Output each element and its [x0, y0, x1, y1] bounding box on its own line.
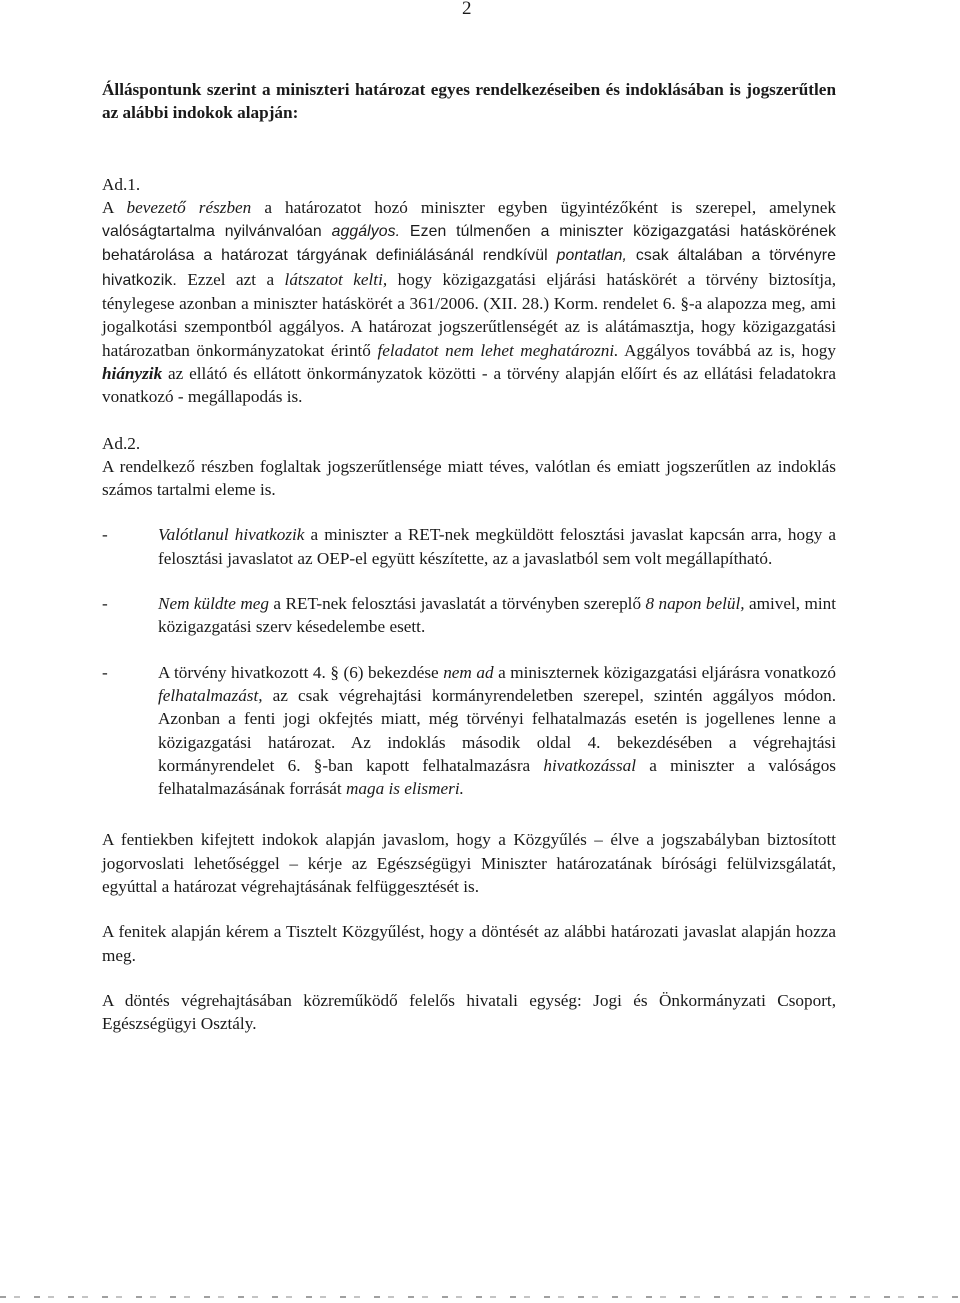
text-run: Aggályos továbbá az is, hogy [618, 340, 836, 360]
text-run: hogy közigazgatási eljárási hatáskörét a törvény biztosítja, ténylegese azonban a miniszter hatáskörét a 361/2006. (XII. 28.) Korm. rendelet 6. §-a alapozza meg, ami jogalkotási szempontból aggályos. A határozat jogszerűtlenségét az is alátámasztja, hogy közigazgatási határozatban önkormányzatokat érintő [102, 269, 836, 360]
ad2-list [102, 523, 836, 800]
section-title-ad1: Ad.1. [102, 174, 141, 194]
text-run: a határozatot hozó miniszter egyben ügyintézőként is szerepel, amelynek [251, 197, 836, 217]
text-run: az csak végrehajtási kormányrendeletben szerepel, szintén aggályos módon. Azonban a fenti jogi okfejtés miatt, még törvényi felhatalmazás esetén is jogellenes lenne a közigazgatási határozat. Az indoklás második oldal 4. bekezdésében a végrehajtási kormányrendelet 6. §-ban kapott felhatalmazásra [158, 685, 836, 775]
text-run: a miniszternek közigazgatási eljárásra vonatkozó [493, 662, 837, 682]
text-run: a RET-nek felosztási javaslatát a törvényben szereplő [269, 594, 646, 614]
list-dash: - [102, 525, 108, 545]
text-run: Ezzel azt a [176, 269, 285, 289]
ad2-intro: A rendelkező részben foglaltak jogszerűtlensége miatt téves, valótlan és emiatt jogszerűtlen az indoklás számos tartalmi eleme is. [102, 456, 836, 500]
text-run-italic: látszatot kelti, [284, 269, 388, 289]
scan-artifact-line [0, 1296, 960, 1298]
text-run-italic: maga is elismeri. [346, 779, 464, 799]
list-dash: - [102, 594, 108, 614]
list-item [102, 523, 836, 570]
section-title-ad2: Ad.2. [102, 433, 141, 453]
page-number: 2 [462, 0, 472, 19]
text-run: valóságtartalma nyilvánvalóan aggályos. Ezen túlmenően a miniszter közigazgatási hatáskörének behatárolása a határozat tárgyának definiálásánál rendkívül pontatlan, csak általában a törvényre hivatkozik. [102, 223, 837, 289]
text-run: amivel, mint közigazgatási szerv késedelembe esett. [158, 594, 836, 637]
text-run-italic: Valótlanul hivatkozik [158, 525, 305, 545]
list-item [102, 592, 836, 639]
text-run-italic: Nem küldte meg [158, 594, 269, 614]
text-run: A [102, 197, 127, 217]
text-run: a miniszter a valóságos felhatalmazásának forrását [158, 755, 836, 799]
document-heading: Álláspontunk szerint a miniszteri határozat egyes rendelkezéseiben és indoklásában is jogszerűtlen az alábbi indokok alapján: [102, 80, 836, 123]
list-item [102, 661, 836, 801]
document-body [102, 78, 836, 1058]
list-dash: - [102, 662, 108, 682]
text-run: a miniszter a RET-nek megküldött felosztási javaslat kapcsán arra, hogy a felosztási javaslatot az OEP-el együtt készítette, az a javaslatból sem volt megállapítható. [158, 525, 837, 568]
text-run-italic: 8 napon belül, [645, 594, 745, 614]
responsible-unit-paragraph: A döntés végrehajtásában közreműködő felelős hivatali egység: Jogi és Önkormányzati Csoport, Egészségügyi Osztály. [102, 990, 836, 1034]
text-run-italic: nem ad [443, 662, 494, 682]
text-run: az ellátó és ellátott önkormányzatok közötti - a törvény alapján előírt és az ellátási feladatokra vonatkozó - megállapodás is. [102, 363, 836, 407]
text-run-italic: felhatalmazást, [158, 685, 263, 705]
text-run: A törvény hivatkozott 4. § (6) bekezdése [158, 662, 444, 682]
proposal-paragraph: A fentiekben kifejtett indokok alapján javaslom, hogy a Közgyűlés – élve a jogszabályban biztosított jogorvoslati lehetőséggel – kérje az Egészségügyi Miniszter határozatának bírósági felülvizsgálatát, egyúttal a határozat végrehajtásának felfüggesztését is. [102, 830, 836, 897]
ad1-paragraph [102, 196, 836, 409]
text-run-bold-italic: hiányzik [102, 363, 163, 383]
text-run-italic: bevezető részben [126, 197, 252, 217]
text-run-italic: hivatkozással [543, 755, 637, 775]
text-run-italic: feladatot nem lehet meghatározni. [377, 340, 619, 360]
request-paragraph: A fenitek alapján kérem a Tisztelt Közgyűlést, hogy a döntését az alábbi határozati javaslat alapján hozza meg. [102, 922, 836, 965]
